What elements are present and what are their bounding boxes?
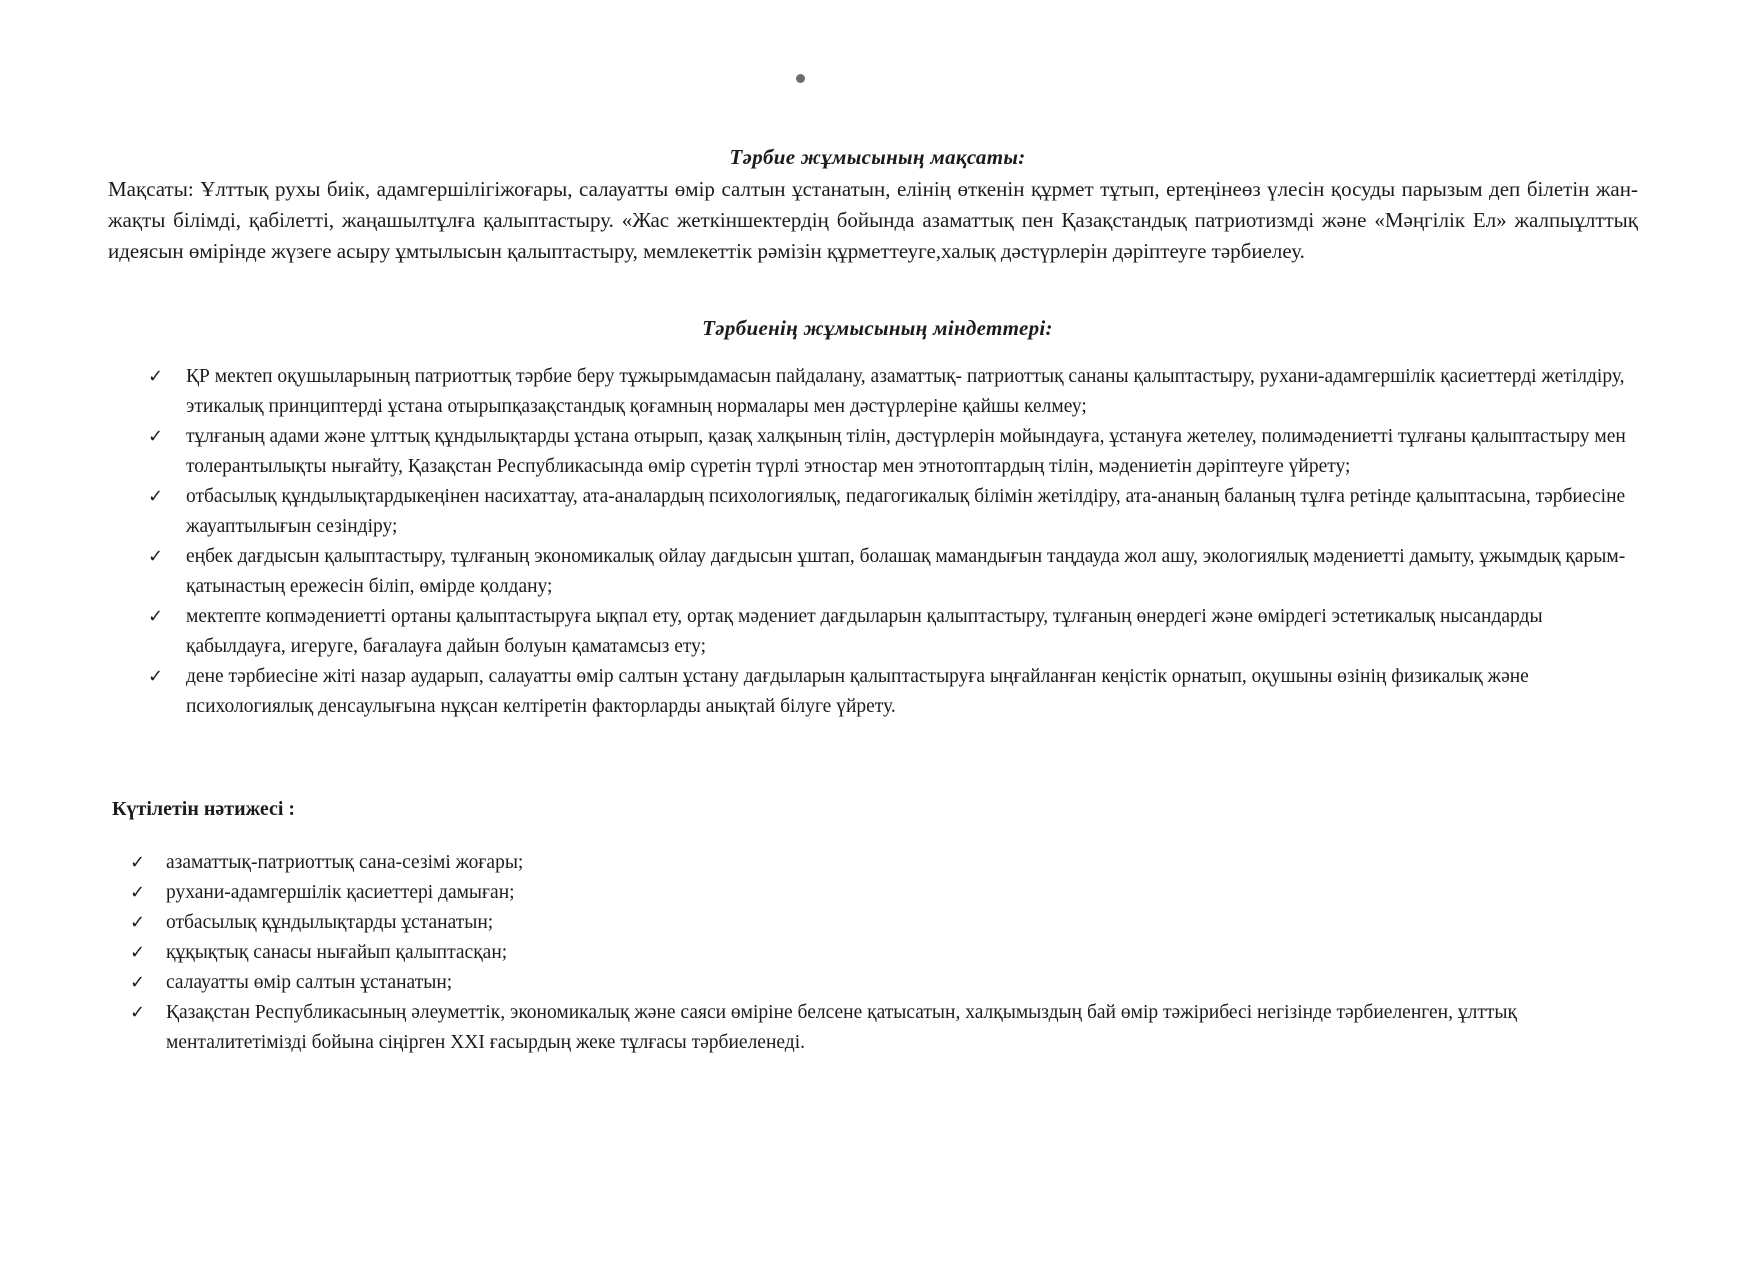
- list-item-text: салауатты өмір салтын ұстанатын;: [166, 972, 453, 993]
- list-item: [148, 482, 1638, 542]
- checkmark-icon: ✓: [148, 486, 164, 507]
- tasks-heading: Тәрбиенің жұмысының міндеттері:: [702, 316, 1053, 340]
- list-item-text: отбасылық құндылықтардыкеңінен насихаттау, ата-аналардың психологиялық, педагогикалық білімін жетілдіру, ата-ананың баланың тұлға ретінде қалыптасына, тәрбиесіне жауаптылығын сезіндіру;: [186, 486, 1626, 537]
- list-item-text: Қазақстан Республикасының әлеуметтік, экономикалық және саяси өміріне белсене қатысатын, халқымыздың бай өмір тәжірибесі негізінде тәрбиеленген, ұлттық менталитетімізді бойына сіңірген ХХІ ғасырдың жеке тұлғасы тәрбиеленеді.: [166, 1002, 1517, 1053]
- list-item-text: дене тәрбиесіне жіті назар аударып, салауатты өмір салтын ұстану дағдыларын қалыптастыруға ыңғайланған кеңістік орнатып, оқушыны өзінің физикалық және психологиялық денсаулығына нұқсан келтіретін факторларды анықтай білуге үйрету.: [186, 666, 1529, 717]
- checkmark-icon: ✓: [130, 882, 146, 903]
- list-item: [130, 968, 1630, 998]
- checkmark-icon: ✓: [148, 666, 164, 687]
- list-item: [148, 602, 1638, 662]
- checkmark-icon: ✓: [130, 942, 146, 963]
- list-item-text: рухани-адамгершілік қасиеттері дамыған;: [166, 882, 515, 903]
- checkmark-icon: ✓: [148, 546, 164, 567]
- goal-heading: Тәрбие жұмысының мақсаты:: [729, 145, 1026, 169]
- list-item: [148, 362, 1638, 422]
- list-item: [130, 878, 1630, 908]
- list-item-text: отбасылық құндылықтарды ұстанатын;: [166, 912, 494, 933]
- checkmark-icon: ✓: [148, 606, 164, 627]
- list-item: [130, 908, 1630, 938]
- list-item-text: еңбек дағдысын қалыптастыру, тұлғаның экономикалық ойлау дағдысын ұштап, болашақ мамандығын таңдауда жол ашу, экологиялық мәдениетті дамыту, ұжымдық қарым-қатынастың ережесін біліп, өмірде қолдану;: [186, 546, 1626, 597]
- list-item: [148, 422, 1638, 482]
- list-item: [148, 662, 1638, 722]
- list-item-text: ҚР мектеп оқушыларының патриоттық тәрбие беру тұжырымдамасын пайдалану, азаматтық- патриоттық сананы қалыптастыру, рухани-адамгершілік қасиеттерді жетілдіру, этикалық принциптерді ұстана отырыпқазақстандық қоғамның нормалары мен дәстүрлеріне қайшы келмеу;: [186, 366, 1625, 417]
- results-list: [130, 848, 1630, 1058]
- scan-speck: [796, 74, 805, 83]
- list-item-text: тұлғаның адами және ұлттық құндылықтарды ұстана отырып, қазақ халқының тілін, дәстүрлерін мойындауға, ұстануға жетелеу, полимәдениетті тұлғаны қалыптастыру мен толерантылықты нығайту, Қазақстан Республикасында өмір сүретін түрлі этностар мен этнотоптардың тілін, мәдениетін дәріптеуге үйрету;: [186, 426, 1626, 477]
- list-item: [130, 938, 1630, 968]
- list-item-text: азаматтық-патриоттық сана-сезімі жоғары;: [166, 852, 524, 873]
- results-heading: Күтілетін нәтижесі :: [112, 798, 296, 820]
- checkmark-icon: ✓: [148, 366, 164, 387]
- checkmark-icon: ✓: [130, 972, 146, 993]
- goal-paragraph: Мақсаты: Ұлттық рухы биік, адамгершілігіжоғары, салауатты өмір салтын ұстанатын, елінің өткенін құрмет тұтып, ертеңінеөз үлесін қосуды парызым деп білетін жан-жақты білімді, қабілетті, жаңашылтұлға қалыптастыру. «Жас жеткіншектердің бойында азаматтық пен Қазақстандық патриотизмді және «Мәңгілік Ел» жалпыұлттық идеясын өмірінде жүзеге асыру ұмтылысын қалыптастыру, мемлекеттік рәмізін құрметтеуге,халық дәстүрлерін дәріптеуге тәрбиелеу.: [108, 177, 1638, 263]
- list-item: [130, 998, 1630, 1058]
- list-item: [148, 542, 1638, 602]
- list-item-text: мектепте копмәдениетті ортаны қалыптастыруға ықпал ету, ортақ мәдениет дағдыларын қалыптастыру, тұлғаның өнердегі және өмірдегі эстетикалық нысандарды қабылдауға, игеруге, бағалауға дайын болуын қаматамсыз ету;: [186, 606, 1543, 657]
- tasks-list: [148, 362, 1638, 722]
- list-item-text: құқықтық санасы нығайып қалыптасқан;: [166, 942, 508, 963]
- checkmark-icon: ✓: [130, 1002, 146, 1023]
- checkmark-icon: ✓: [130, 852, 146, 873]
- checkmark-icon: ✓: [130, 912, 146, 933]
- list-item: [130, 848, 1630, 878]
- checkmark-icon: ✓: [148, 426, 164, 447]
